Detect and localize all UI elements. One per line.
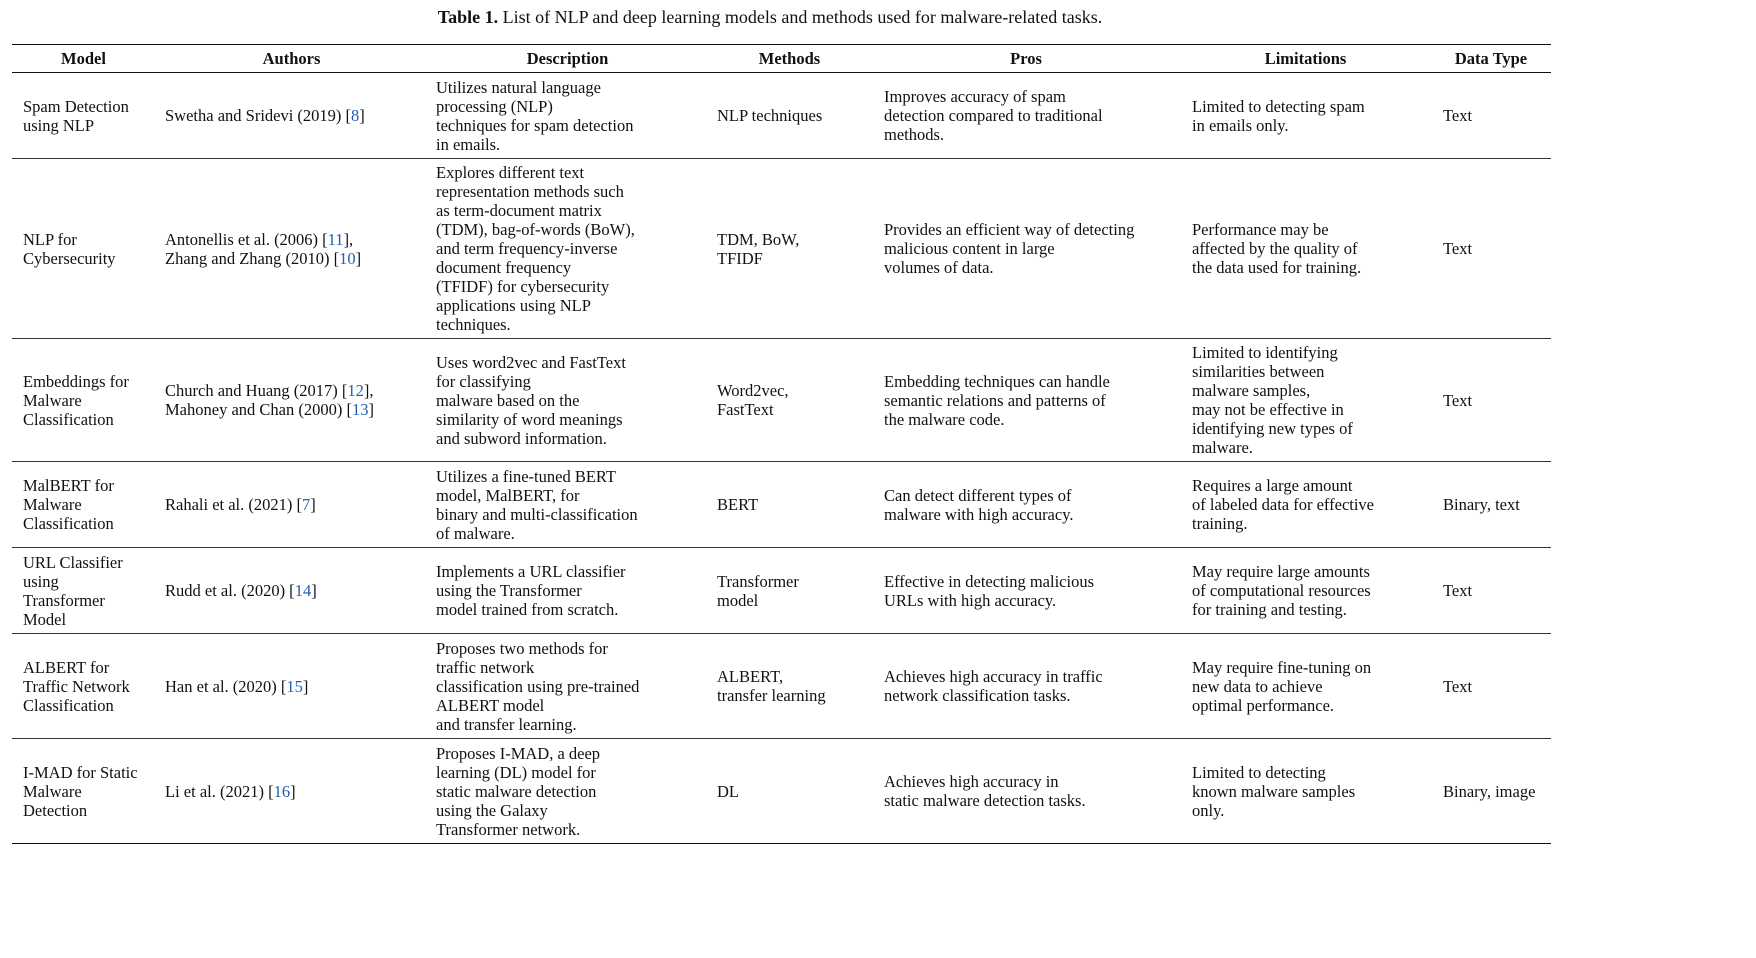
cell-line: static malware detection tasks.: [884, 791, 1086, 810]
cell-line: the data used for training.: [1192, 258, 1362, 277]
cell-line: TDM, BoW,: [717, 229, 800, 249]
cell-line: static malware detection: [436, 781, 597, 801]
author-text: ]: [290, 781, 296, 801]
cell-pros: [872, 739, 1180, 844]
author-text: Antonellis et al. (2006) [: [165, 229, 328, 249]
header-limitations: Limitations: [1180, 45, 1431, 73]
cell-line: classification using pre-trained: [436, 676, 640, 696]
citation-link[interactable]: 15: [286, 676, 303, 696]
cell-line: Embedding techniques can handle: [884, 371, 1110, 391]
cell-line: BERT: [717, 495, 759, 514]
cell-methods: [707, 634, 872, 739]
cell-line: Proposes I-MAD, a deep: [436, 743, 601, 763]
cell-line: using NLP: [23, 115, 95, 135]
cell-limitations: [1180, 462, 1431, 548]
citation-link[interactable]: 14: [294, 581, 312, 600]
cell-line: (TFIDF) for cybersecurity: [436, 277, 610, 296]
table-row: [12, 159, 1551, 339]
cell-limitations: [1180, 739, 1431, 844]
cell-line: the malware code.: [884, 409, 1005, 429]
cell-line: Spam Detection: [23, 96, 129, 116]
author-text: Church and Huang (2017) [: [165, 381, 348, 400]
cell-authors: [155, 73, 428, 159]
cell-line: of labeled data for effective: [1192, 495, 1375, 514]
cell-line: (TDM), bag-of-words (BoW),: [436, 220, 635, 239]
caption-label: Table 1.: [437, 7, 499, 27]
cell-line: model trained from scratch.: [436, 600, 619, 619]
cell-line: model, MalBERT, for: [436, 485, 580, 505]
cell-line: for classifying: [436, 371, 531, 391]
author-line: [165, 400, 428, 419]
cell-line: model: [717, 590, 759, 610]
cell-description: [428, 634, 707, 739]
cell-description: [428, 73, 707, 159]
cell-line: Classification: [23, 409, 114, 429]
cell-line: URLs with high accuracy.: [884, 590, 1057, 610]
cell-line: Effective in detecting malicious: [884, 571, 1094, 591]
cell-line: and subword information.: [436, 428, 607, 448]
cell-line: Limited to identifying: [1192, 343, 1338, 362]
cell-pros: [872, 634, 1180, 739]
cell-line: Performance may be: [1192, 220, 1329, 239]
author-line: [165, 249, 428, 268]
cell-line: Limited to detecting: [1192, 762, 1326, 782]
table-row: [12, 73, 1551, 159]
cell-line: Classification: [23, 695, 114, 715]
cell-model: [12, 159, 155, 339]
cell-data-type: [1431, 73, 1551, 159]
header-methods: Methods: [707, 45, 872, 73]
citation-link[interactable]: 8: [351, 106, 360, 125]
author-text: ]: [310, 495, 316, 514]
cell-line: Text: [1443, 239, 1473, 258]
author-text: ]: [302, 676, 309, 696]
cell-description: [428, 159, 707, 339]
cell-pros: [872, 339, 1180, 462]
cell-line: Classification: [23, 514, 114, 533]
cell-line: similarity of word meanings: [436, 409, 623, 429]
cell-line: identifying new types of: [1192, 419, 1353, 438]
cell-line: Transformer network.: [436, 819, 581, 839]
cell-line: techniques for spam detection: [436, 115, 634, 135]
cell-model: [12, 739, 155, 844]
cell-description: [428, 462, 707, 548]
cell-line: Transformer: [717, 571, 799, 591]
cell-line: Text: [1443, 581, 1473, 600]
cell-line: semantic relations and patterns of: [884, 390, 1106, 410]
cell-limitations: [1180, 339, 1431, 462]
cell-line: Word2vec,: [717, 381, 789, 400]
citation-link[interactable]: 13: [351, 400, 369, 419]
cell-line: using: [23, 571, 59, 591]
header-description: Description: [428, 45, 707, 73]
cell-line: Limited to detecting spam: [1192, 96, 1365, 116]
table-row: [12, 462, 1551, 548]
cell-authors: [155, 548, 428, 634]
cell-line: detection compared to traditional: [884, 106, 1103, 125]
cell-data-type: [1431, 159, 1551, 339]
cell-line: only.: [1192, 800, 1225, 820]
cell-line: Text: [1443, 106, 1473, 125]
cell-line: malware with high accuracy.: [884, 504, 1074, 524]
cell-line: I-MAD for Static: [23, 762, 138, 782]
cell-line: representation methods such: [436, 182, 624, 201]
cell-line: ALBERT,: [717, 667, 784, 686]
cell-line: May require large amounts: [1192, 562, 1370, 581]
cell-line: in emails.: [436, 134, 501, 154]
author-line: [165, 782, 428, 801]
cell-data-type: [1431, 339, 1551, 462]
cell-line: Model: [23, 609, 67, 629]
cell-line: malware samples,: [1192, 381, 1311, 400]
author-text: Rahali et al. (2021) [: [165, 495, 302, 514]
cell-line: learning (DL) model for: [436, 762, 596, 782]
cell-methods: [707, 339, 872, 462]
table-body: [12, 73, 1551, 844]
cell-line: Traffic Network: [23, 676, 130, 696]
cell-line: Utilizes a fine-tuned BERT: [436, 466, 617, 486]
cell-line: Utilizes natural language: [436, 77, 601, 97]
cell-line: applications using NLP: [436, 296, 591, 315]
author-text: Han et al. (2020) [: [165, 676, 287, 696]
cell-line: URL Classifier: [23, 552, 123, 572]
cell-line: ALBERT model: [436, 695, 545, 715]
citation-link[interactable]: 12: [347, 381, 364, 400]
author-text: Mahoney and Chan (2000) [: [165, 400, 352, 419]
author-line: [165, 677, 428, 696]
cell-line: traffic network: [436, 657, 535, 677]
table-row: [12, 739, 1551, 844]
cell-methods: [707, 739, 872, 844]
cell-pros: [872, 462, 1180, 548]
table-header: [12, 45, 1551, 73]
cell-data-type: [1431, 548, 1551, 634]
cell-line: Implements a URL classifier: [436, 562, 626, 581]
cell-line: volumes of data.: [884, 258, 994, 277]
cell-line: new data to achieve: [1192, 676, 1323, 696]
cell-data-type: [1431, 462, 1551, 548]
cell-line: Malware: [23, 495, 82, 514]
cell-authors: [155, 462, 428, 548]
cell-limitations: [1180, 73, 1431, 159]
cell-line: Improves accuracy of spam: [884, 87, 1066, 106]
cell-authors: [155, 339, 428, 462]
cell-line: and term frequency-inverse: [436, 239, 618, 258]
cell-line: optimal performance.: [1192, 695, 1335, 715]
cell-line: transfer learning: [717, 686, 826, 705]
author-text: ],: [343, 229, 354, 249]
cell-line: known malware samples: [1192, 781, 1356, 801]
cell-limitations: [1180, 634, 1431, 739]
cell-line: in emails only.: [1192, 115, 1289, 135]
cell-line: MalBERT for: [23, 476, 114, 495]
cell-line: DL: [717, 781, 739, 801]
author-text: ]: [368, 400, 374, 419]
cell-line: training.: [1192, 514, 1248, 533]
cell-model: [12, 73, 155, 159]
header-data-type: Data Type: [1431, 45, 1551, 73]
cell-line: Explores different text: [436, 163, 585, 182]
cell-pros: [872, 548, 1180, 634]
cell-line: as term-document matrix: [436, 201, 602, 220]
cell-line: Provides an efficient way of detecting: [884, 220, 1135, 239]
author-line: [165, 381, 428, 400]
citation-link[interactable]: 11: [327, 229, 344, 249]
cell-description: [428, 548, 707, 634]
cell-line: Can detect different types of: [884, 485, 1072, 505]
cell-line: Transformer: [23, 590, 105, 610]
cell-line: for training and testing.: [1192, 600, 1347, 619]
cell-line: Malware: [23, 390, 82, 410]
cell-line: binary and multi-classification: [436, 504, 638, 524]
table-caption: [0, 6, 1540, 28]
cell-line: of computational resources: [1192, 581, 1371, 600]
table-row: [12, 634, 1551, 739]
cell-authors: [155, 739, 428, 844]
cell-line: Embeddings for: [23, 371, 129, 391]
cell-line: processing (NLP): [436, 96, 553, 116]
author-text: ],: [363, 381, 374, 400]
header-row: [12, 45, 1551, 73]
cell-methods: [707, 73, 872, 159]
cell-line: affected by the quality of: [1192, 239, 1358, 258]
cell-line: network classification tasks.: [884, 686, 1071, 705]
cell-model: [12, 634, 155, 739]
author-text: Li et al. (2021) [: [165, 781, 274, 801]
cell-line: Detection: [23, 800, 88, 820]
cell-model: [12, 462, 155, 548]
header-authors: Authors: [155, 45, 428, 73]
cell-line: Uses word2vec and FastText: [436, 352, 626, 372]
cell-model: [12, 548, 155, 634]
cell-pros: [872, 73, 1180, 159]
author-text: Rudd et al. (2020) [: [165, 581, 295, 600]
cell-line: using the Galaxy: [436, 800, 548, 820]
cell-line: Cybersecurity: [23, 248, 116, 268]
author-line: [165, 581, 428, 600]
cell-model: [12, 339, 155, 462]
citation-link[interactable]: 7: [302, 495, 311, 514]
cell-line: malware.: [1192, 438, 1253, 457]
cell-limitations: [1180, 159, 1431, 339]
author-text: Zhang and Zhang (2010) [: [165, 248, 340, 268]
cell-methods: [707, 159, 872, 339]
author-text: Swetha and Sridevi (2019) [: [165, 106, 352, 125]
cell-line: methods.: [884, 125, 945, 144]
cell-line: FastText: [717, 400, 774, 419]
cell-line: Text: [1443, 390, 1473, 410]
cell-line: Proposes two methods for: [436, 638, 608, 658]
author-text: ]: [355, 248, 362, 268]
cell-line: similarities between: [1192, 362, 1325, 381]
cell-line: NLP techniques: [717, 106, 823, 125]
cell-line: Binary, image: [1443, 781, 1536, 801]
cell-line: Achieves high accuracy in traffic: [884, 667, 1103, 686]
citation-link[interactable]: 16: [273, 781, 291, 801]
cell-line: document frequency: [436, 258, 572, 277]
header-pros: Pros: [872, 45, 1180, 73]
cell-line: techniques.: [436, 315, 511, 334]
header-model: Model: [12, 45, 155, 73]
citation-link[interactable]: 10: [339, 248, 356, 268]
cell-line: malware based on the: [436, 390, 580, 410]
cell-limitations: [1180, 548, 1431, 634]
cell-line: Requires a large amount: [1192, 476, 1353, 495]
table-row: [12, 339, 1551, 462]
cell-description: [428, 339, 707, 462]
cell-line: TFIDF: [717, 248, 763, 268]
cell-line: Achieves high accuracy in: [884, 772, 1059, 791]
cell-line: May require fine-tuning on: [1192, 657, 1372, 677]
cell-line: Malware: [23, 781, 82, 801]
author-line: [165, 495, 428, 514]
cell-data-type: [1431, 634, 1551, 739]
cell-line: may not be effective in: [1192, 400, 1344, 419]
author-text: ]: [311, 581, 317, 600]
cell-methods: [707, 548, 872, 634]
cell-line: NLP for: [23, 229, 77, 249]
cell-line: of malware.: [436, 523, 515, 543]
author-line: [165, 230, 428, 249]
table-row: [12, 548, 1551, 634]
author-text: ]: [359, 106, 365, 125]
cell-pros: [872, 159, 1180, 339]
caption-text: List of NLP and deep learning models and methods used for malware-related tasks.: [502, 7, 1103, 27]
cell-line: Text: [1443, 676, 1473, 696]
cell-line: Binary, text: [1443, 495, 1520, 514]
cell-line: using the Transformer: [436, 581, 582, 600]
cell-line: and transfer learning.: [436, 714, 577, 734]
cell-authors: [155, 634, 428, 739]
cell-line: malicious content in large: [884, 239, 1055, 258]
models-table: [12, 44, 1551, 844]
author-line: [165, 106, 428, 125]
cell-line: ALBERT for: [23, 657, 110, 677]
cell-description: [428, 739, 707, 844]
cell-methods: [707, 462, 872, 548]
cell-authors: [155, 159, 428, 339]
cell-data-type: [1431, 739, 1551, 844]
